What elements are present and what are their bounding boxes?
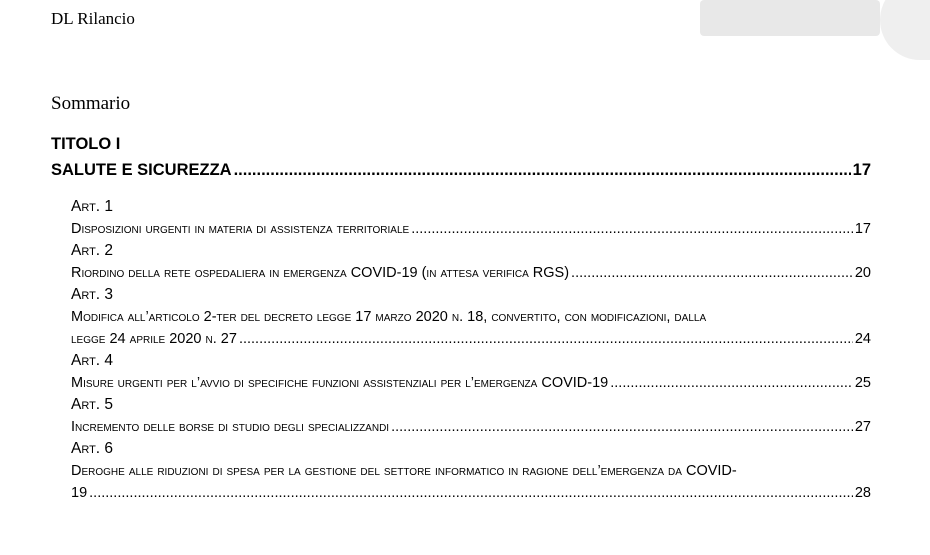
- toc-entry[interactable]: [71, 218, 871, 240]
- toc-entry[interactable]: [71, 372, 871, 394]
- entry-title: Misure urgenti per l’avvio di specifiche funzioni assistenziali per l’emergenza COVID-19: [71, 375, 609, 391]
- article-label: Art. 6: [71, 440, 114, 457]
- toc-entry[interactable]: [71, 416, 871, 438]
- dot-leader: [89, 482, 853, 504]
- entry-title-line: Deroghe alle riduzioni di spesa per la gestione del settore informatico in ragione dell’emergenza da COVID-: [71, 463, 737, 479]
- dot-leader: [610, 372, 853, 394]
- title-name: SALUTE E SICUREZZA: [51, 161, 232, 179]
- page-number: 17: [852, 161, 871, 179]
- article-label: Art. 2: [71, 242, 114, 259]
- toc-entry[interactable]: [71, 262, 871, 284]
- toc-entry[interactable]: [71, 306, 871, 350]
- dot-leader: [234, 157, 851, 183]
- toc-title-entry[interactable]: [51, 157, 871, 183]
- redacted-block: [700, 0, 880, 36]
- article-label: Art. 1: [71, 198, 114, 215]
- article-label: Art. 5: [71, 396, 114, 413]
- article-label: Art. 4: [71, 352, 114, 369]
- page-number: 27: [854, 419, 871, 435]
- entry-title: 19: [71, 485, 88, 501]
- toc-list: [71, 196, 871, 504]
- dot-leader: [411, 218, 853, 240]
- toc-heading: Sommario: [51, 93, 131, 114]
- page-number: 24: [854, 331, 871, 347]
- entry-title-line: Modifica all’articolo 2-ter del decreto legge 17 marzo 2020 n. 18, convertito, con modificazioni, dalla: [71, 309, 707, 325]
- dot-leader: [571, 262, 853, 284]
- document-header: DL Rilancio: [51, 9, 135, 28]
- entry-title: legge 24 aprile 2020 n. 27: [71, 331, 237, 347]
- entry-title: Riordino della rete ospedaliera in emergenza COVID-19 (in attesa verifica RGS): [71, 265, 570, 281]
- dot-leader: [391, 416, 853, 438]
- page-number: 17: [854, 221, 871, 237]
- page-number: 28: [854, 485, 871, 501]
- page-number: 25: [854, 375, 871, 391]
- toc-entry[interactable]: [71, 460, 871, 504]
- dot-leader: [239, 328, 853, 350]
- article-label: Art. 3: [71, 286, 114, 303]
- entry-title: Disposizioni urgenti in materia di assistenza territoriale: [71, 221, 410, 237]
- page-number: 20: [854, 265, 871, 281]
- redacted-shape: [880, 0, 930, 60]
- title-label: TITOLO I: [51, 135, 121, 153]
- entry-title: Incremento delle borse di studio degli specializzandi: [71, 419, 390, 435]
